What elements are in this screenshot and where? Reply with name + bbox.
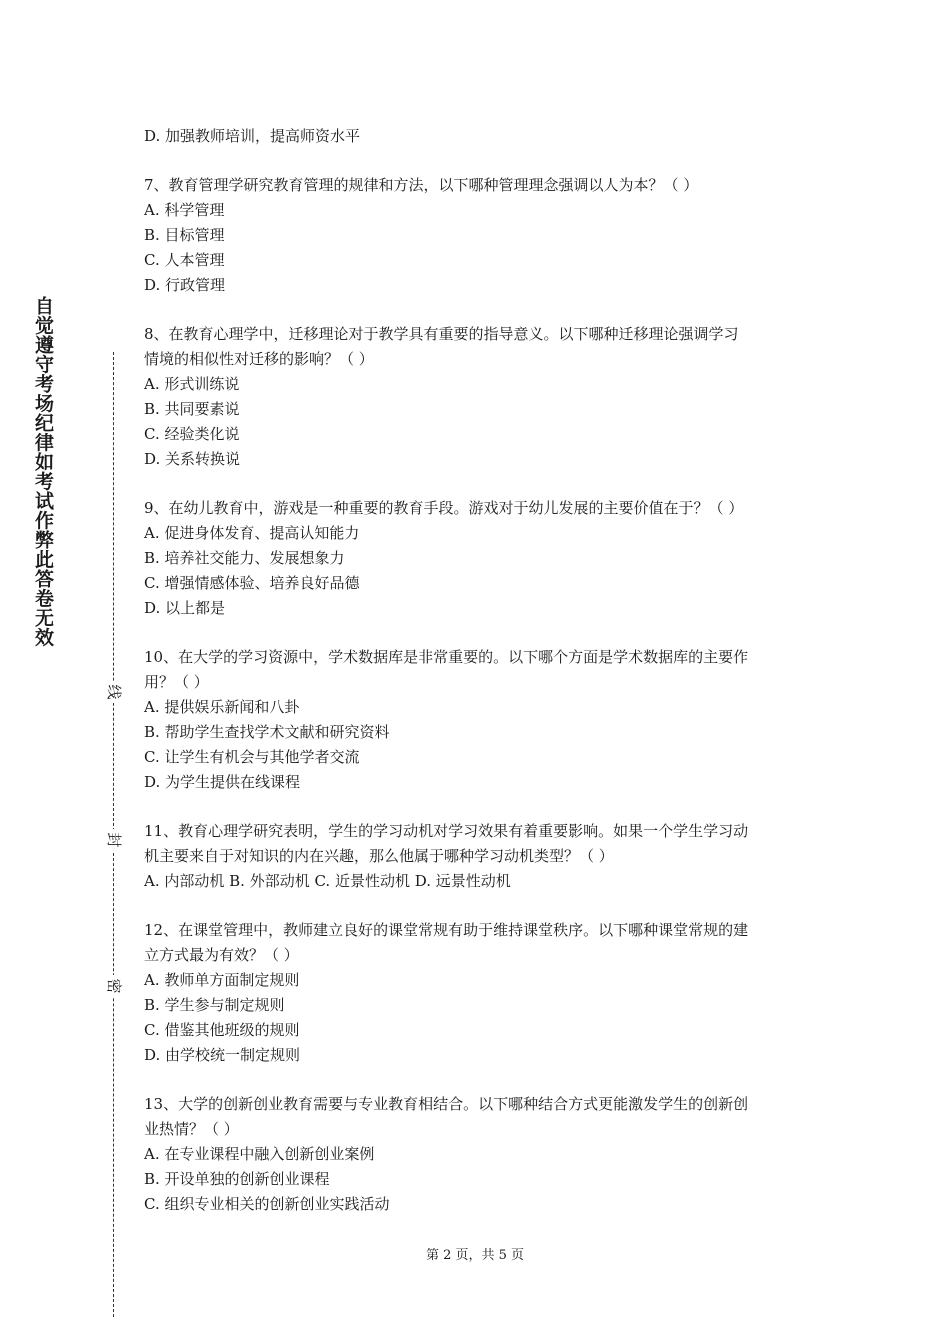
option: C. 增强情感体验、培养良好品德 [144,574,360,592]
option: A. 科学管理 [144,201,225,219]
option: A. 内部动机 B. 外部动机 C. 近景性动机 D. 远景性动机 [144,872,511,890]
binding-mark-mi: 密 [102,975,126,997]
option: A. 提供娱乐新闻和八卦 [144,698,300,716]
question-stem: 情境的相似性对迁移的影响？（ ） [144,350,374,368]
option: B. 共同要素说 [144,400,240,418]
option: C. 让学生有机会与其他学者交流 [144,748,360,766]
option: A. 促进身体发育、提高认知能力 [144,524,360,542]
option: B. 帮助学生查找学术文献和研究资料 [144,723,390,741]
question-stem: 业热情？（ ） [144,1120,239,1138]
question-stem: 用？（ ） [144,673,209,691]
binding-line [103,352,125,1317]
option: D. 关系转换说 [144,450,241,468]
binding-mark-xian: 线 [102,681,126,703]
question-stem: 8、在教育心理学中，迁移理论对于教学具有重要的指导意义。以下哪种迁移理论强调学习 [144,325,739,343]
option: C. 经验类化说 [144,425,240,443]
binding-mark-feng: 封 [102,829,126,851]
question-stem: 机主要来自于对知识的内在兴趣，那么他属于哪种学习动机类型？（ ） [144,847,614,865]
question-12 [144,918,814,1068]
question-10 [144,645,814,795]
question-stem: 13、大学的创新创业教育需要与专业教育相结合。以下哪种结合方式更能激发学生的创新创 [144,1095,749,1113]
option: D. 以上都是 [144,599,226,617]
question-stem: 9、在幼儿教育中，游戏是一种重要的教育手段。游戏对于幼儿发展的主要价值在于？（ ） [144,499,744,517]
question-stem: 立方式最为有效？（ ） [144,946,299,964]
option: C. 借鉴其他班级的规则 [144,1021,300,1039]
option: D. 行政管理 [144,276,226,294]
side-warning: 自觉遵守考场纪律如考试作弊此答卷无效 [32,296,54,647]
question-7 [144,173,814,298]
question-11 [144,819,814,894]
option: A. 教师单方面制定规则 [144,971,300,989]
option: B. 学生参与制定规则 [144,996,285,1014]
option: D. 加强教师培训，提高师资水平 [144,127,361,145]
question-stem: 7、教育管理学研究教育管理的规律和方法，以下哪种管理理念强调以人为本？（ ） [144,176,699,194]
option: C. 组织专业相关的创新创业实践活动 [144,1195,390,1213]
question-6-tail [144,124,814,149]
question-9 [144,496,814,621]
question-stem: 11、教育心理学研究表明，学生的学习动机对学习效果有着重要影响。如果一个学生学习动 [144,822,749,840]
option: D. 为学生提供在线课程 [144,773,301,791]
question-stem: 12、在课堂管理中，教师建立良好的课堂常规有助于维持课堂秩序。以下哪种课堂常规的建 [144,921,749,939]
option: B. 开设单独的创新创业课程 [144,1170,330,1188]
option: A. 在专业课程中融入创新创业案例 [144,1145,375,1163]
question-list [144,124,814,1217]
option: B. 目标管理 [144,226,225,244]
option: C. 人本管理 [144,251,225,269]
option: A. 形式训练说 [144,375,240,393]
question-8 [144,322,814,472]
question-stem: 10、在大学的学习资源中，学术数据库是非常重要的。以下哪个方面是学术数据库的主要作 [144,648,749,666]
option: D. 由学校统一制定规则 [144,1046,301,1064]
option: B. 培养社交能力、发展想象力 [144,549,345,567]
page-footer: 第 2 页，共 5 页 [425,1248,525,1263]
question-13 [144,1092,814,1217]
